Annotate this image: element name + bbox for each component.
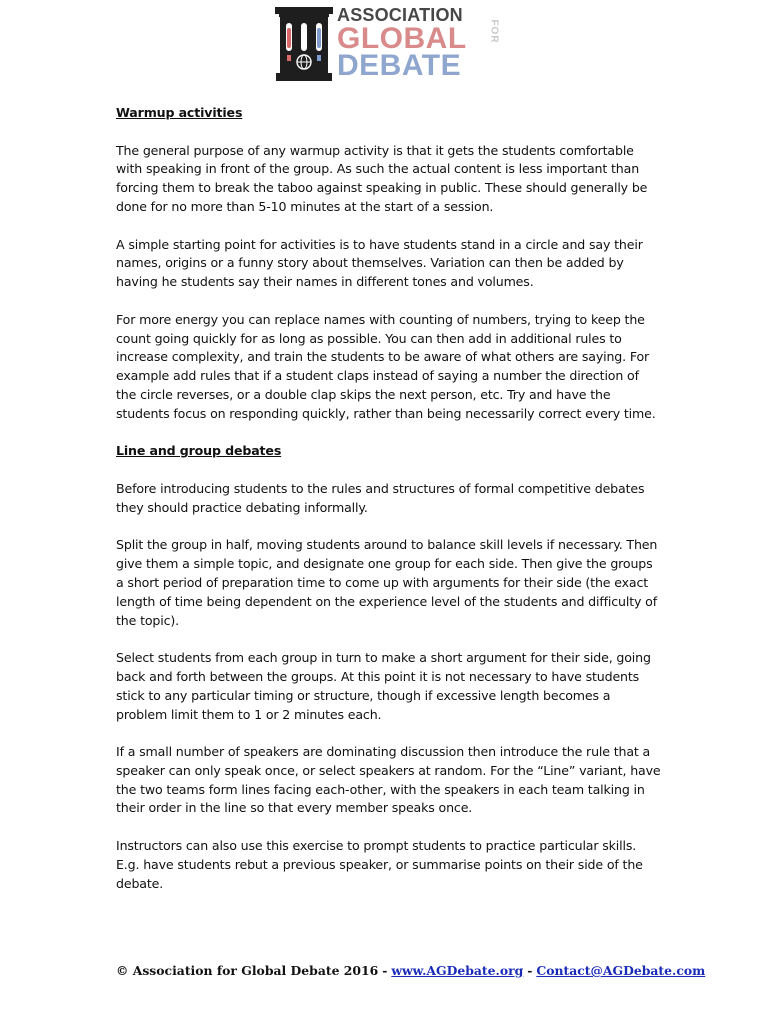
logo-wordmark <box>337 6 507 82</box>
paragraph: Before introducing students to the rules and structures of formal competitive debates they should practice debating informally. <box>116 480 645 515</box>
paragraph: Instructors can also use this exercise to prompt students to practice particular skills. E.g. have students rebut a previous speaker, or summarise points on their side of the debate. <box>116 838 643 891</box>
paragraph: If a small number of speakers are dominating discussion then introduce the rule that a speaker can only speak once, or select speakers at random. For the “Line” variant, have the two teams form lines facing each-other, with the speakers in each team talking in their order in the line so that every member speaks once. <box>116 744 661 816</box>
agd-logo <box>274 6 506 82</box>
logo-for-text: FOR <box>488 18 500 44</box>
logo-line-debate: DEBATE <box>337 49 462 82</box>
logo-line-global: GLOBAL <box>337 22 467 55</box>
paragraph: The general purpose of any warmup activity is that it gets the students comfortable with speaking in front of the group. As such the actual content is less important than forcing them to break the taboo against speaking in public. These should generally be done for no more than 5-10 minutes at the start of a session. <box>116 142 648 214</box>
paragraph: For more energy you can replace names with counting of numbers, trying to keep the count going quickly for as long as possible. You can then add in additional rules to increase complexity, and train the students to be aware of what others are saying. For example add rules that if a student claps instead of saying a number the direction of the circle reverses, or a double clap skips the next person, etc. Try and have the students focus on responding quickly, rather than being necessarily correct every time. <box>116 311 656 421</box>
footer-separator: - <box>527 963 533 978</box>
podium-icon <box>274 6 334 82</box>
document-body <box>116 104 662 912</box>
section-heading-line-group-debates: Line and group debates <box>116 443 282 459</box>
paragraph: Split the group in half, moving students around to balance skill levels if necessary. Then give them a simple topic, and designate one group for each side. Then give the groups a short period of preparation time to come up with arguments for their side (the exact length of time being dependent on the experience level of the students and difficulty of the topic). <box>116 537 658 628</box>
footer-separator: - <box>382 963 388 978</box>
paragraph: A simple starting point for activities is to have students stand in a circle and say their names, origins or a funny story about themselves. Variation can then be added by having he students say their names in different tones and volumes. <box>116 236 643 290</box>
paragraph: Select students from each group in turn to make a short argument for their side, going back and forth between the groups. At this point it is not necessary to have students stick to any particular timing or structure, though if excessive length becomes a problem limit them to 1 or 2 minutes each. <box>116 650 651 722</box>
page-footer <box>116 962 706 980</box>
footer-website-link[interactable]: www.AGDebate.org <box>391 963 524 978</box>
logo-line-association: ASSOCIATION <box>337 5 463 25</box>
logo-vertical-for <box>487 9 501 53</box>
footer-email-link[interactable]: Contact@AGDebate.com <box>536 963 706 978</box>
footer-copyright: © Association for Global Debate 2016 <box>116 963 379 978</box>
section-heading-warmup: Warmup activities <box>116 105 243 120</box>
